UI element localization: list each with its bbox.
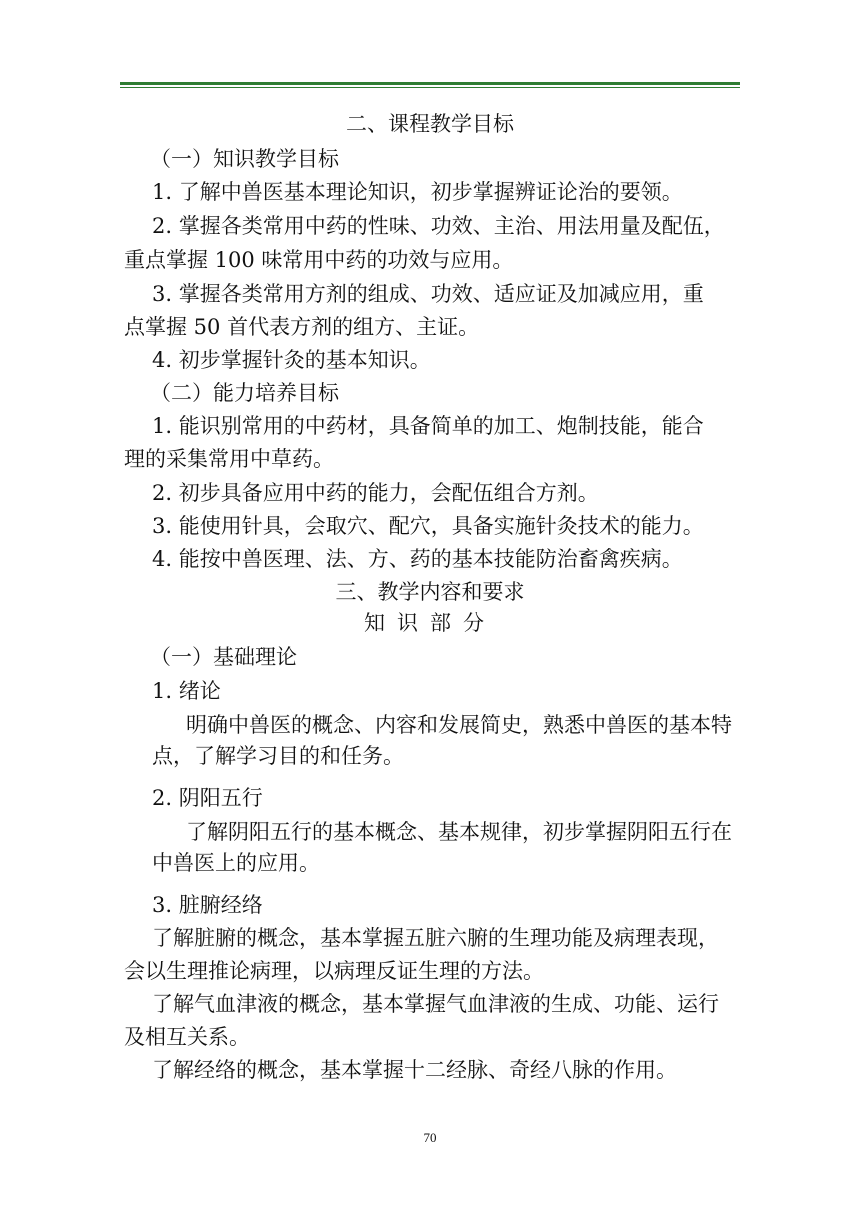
paragraph-line: 理的采集常用中草药。 [124, 447, 334, 471]
paragraph-line: 4. 初步掌握针灸的基本知识。 [152, 348, 431, 372]
paragraph-line: 1. 能识别常用的中药材，具备简单的加工、炮制技能，能合 [152, 414, 704, 438]
paragraph-line: 会以生理推论病理，以病理反证生理的方法。 [124, 959, 544, 983]
item-heading: 3. 脏腑经络 [152, 893, 263, 917]
paragraph-line: 2. 初步具备应用中药的能力，会配伍组合方剂。 [152, 481, 599, 505]
paragraph-line: 及相互关系。 [124, 1025, 250, 1049]
subsection-heading: （一）基础理论 [150, 645, 297, 669]
paragraph-line: 点，了解学习目的和任务。 [152, 744, 404, 768]
paragraph-line: 了解气血津液的概念，基本掌握气血津液的生成、功能、运行 [152, 992, 719, 1016]
paragraph-line: 了解阴阳五行的基本概念、基本规律，初步掌握阴阳五行在 [186, 820, 732, 844]
header-rule-thin [120, 87, 740, 88]
page-number: 70 [423, 1130, 437, 1145]
part-heading: 知识部分 [364, 611, 496, 635]
paragraph-line: 点掌握 50 首代表方剂的组方、主证。 [124, 315, 480, 339]
paragraph-line: 3. 能使用针具，会取穴、配穴，具备实施针灸技术的能力。 [152, 514, 704, 538]
header-rule-thick [120, 82, 740, 85]
subsection-heading: （二）能力培养目标 [150, 381, 339, 405]
paragraph-line: 重点掌握 100 味常用中药的功效与应用。 [124, 248, 514, 272]
item-heading: 2. 阴阳五行 [152, 786, 263, 810]
paragraph-line: 2. 掌握各类常用中药的性味、功效、主治、用法用量及配伍， [152, 214, 725, 238]
paragraph-line: 3. 掌握各类常用方剂的组成、功效、适应证及加减应用，重 [152, 282, 704, 306]
section-heading-3: 三、教学内容和要求 [335, 580, 525, 604]
section-heading-2: 二、课程教学目标 [346, 112, 514, 136]
paragraph-line: 明确中兽医的概念、内容和发展简史，熟悉中兽医的基本特 [186, 713, 732, 737]
paragraph-line: 中兽医上的应用。 [152, 851, 320, 875]
paragraph-line: 了解经络的概念，基本掌握十二经脉、奇经八脉的作用。 [152, 1058, 677, 1082]
paragraph-line: 了解脏腑的概念，基本掌握五脏六腑的生理功能及病理表现， [152, 926, 719, 950]
item-heading: 1. 绪论 [152, 679, 221, 703]
paragraph-line: 1. 了解中兽医基本理论知识，初步掌握辨证论治的要领。 [152, 180, 683, 204]
paragraph-line: 4. 能按中兽医理、法、方、药的基本技能防治畜禽疾病。 [152, 547, 683, 571]
subsection-heading: （一）知识教学目标 [150, 147, 339, 171]
